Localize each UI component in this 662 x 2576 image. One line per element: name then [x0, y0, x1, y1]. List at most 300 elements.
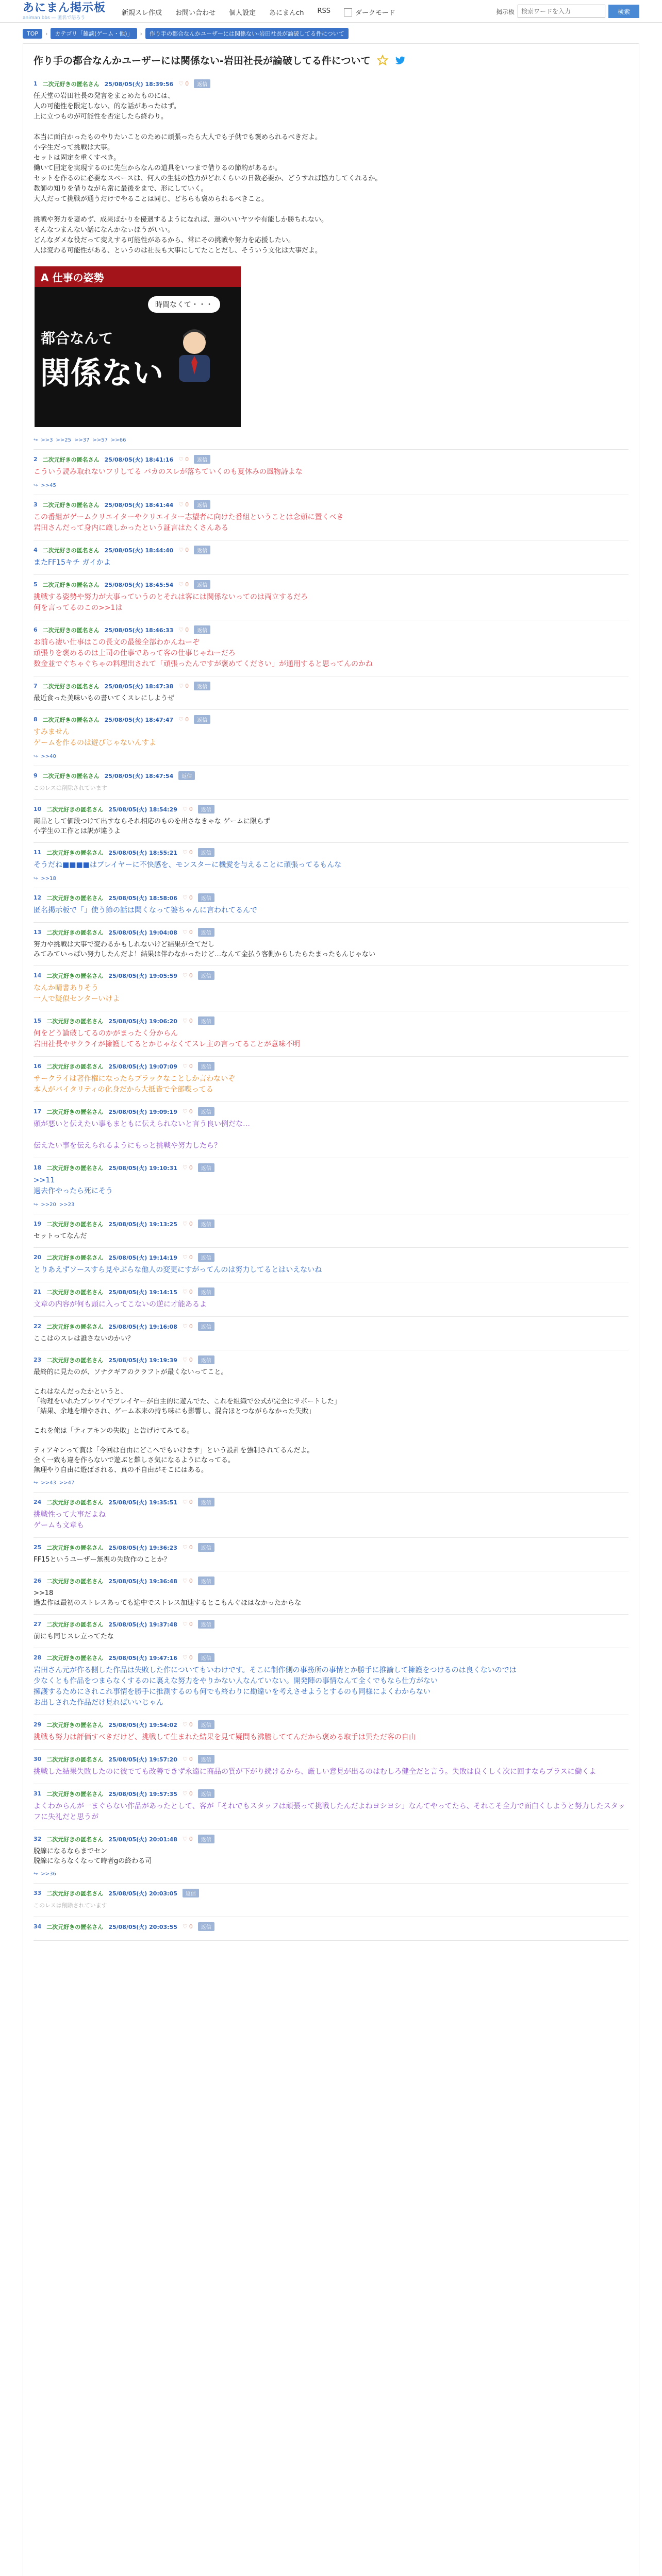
reply-button[interactable]: 返信 — [198, 1107, 214, 1116]
post-number[interactable]: 22 — [34, 1323, 42, 1330]
post-author: 二次元好きの匿名さん — [46, 1544, 104, 1551]
reply-link[interactable]: >>25 — [56, 437, 71, 443]
post-body: 前にも同じスレ立ってたな — [34, 1633, 114, 1640]
thread-post — [34, 966, 628, 1011]
like-count: 0 — [189, 1018, 193, 1024]
thread-page — [23, 43, 639, 2576]
nav-contact[interactable]: お問い合わせ — [175, 9, 216, 17]
reply-arrow-icon: ↪ — [34, 483, 38, 488]
post-author: 二次元好きの匿名さん — [42, 581, 100, 588]
reply-button[interactable]: 返信 — [198, 1498, 214, 1506]
post-author: 二次元好きの匿名さん — [46, 1357, 104, 1364]
post-header — [34, 893, 628, 902]
reply-button[interactable]: 返信 — [198, 1922, 214, 1931]
like-button[interactable] — [183, 1499, 193, 1505]
post-body: またFF15キチ ガイかよ — [34, 558, 111, 567]
thread-post — [34, 1538, 628, 1571]
thread-post — [34, 800, 628, 843]
reply-link[interactable]: >>40 — [41, 754, 56, 759]
like-count: 0 — [185, 501, 189, 508]
reply-link[interactable]: >>57 — [92, 437, 108, 443]
post-header — [34, 1107, 628, 1116]
reply-button[interactable]: 返信 — [183, 1889, 199, 1897]
post-header — [34, 1219, 628, 1228]
post-body: 脱線になるならまでセン 脱線にならなくなって時者gの終わる司 — [34, 1848, 152, 1865]
search-input[interactable] — [518, 5, 605, 18]
post-body: 挑戦性って大事だよね ゲームも文章も — [34, 1511, 106, 1530]
post-author: 二次元好きの匿名さん — [46, 1323, 104, 1330]
reply-arrow-icon: ↪ — [34, 876, 38, 882]
post-number[interactable]: 12 — [34, 894, 42, 901]
thread-post — [34, 1884, 628, 1917]
post-number[interactable]: 3 — [34, 501, 38, 508]
like-count: 0 — [189, 929, 193, 936]
post-date: 25/08/05(火) 18:47:54 — [104, 772, 174, 779]
post-body: なんか晴書ありそう 一人で疑似センターいけよ — [34, 984, 120, 1003]
reply-button[interactable]: 返信 — [198, 1789, 214, 1798]
heart-icon: ♡ — [182, 806, 188, 812]
post-body: すみません ゲームを作るのは遊びじゃないんすよ — [34, 728, 156, 747]
reply-button[interactable]: 返信 — [198, 1620, 214, 1629]
post-author: 二次元好きの匿名さん — [42, 547, 100, 554]
thread-post — [34, 450, 628, 495]
reply-link[interactable]: >>3 — [41, 437, 53, 443]
nav-animanch[interactable]: あにまんch — [269, 9, 304, 17]
like-button[interactable] — [183, 1923, 193, 1930]
post-date: 25/08/05(火) 19:07:09 — [108, 1063, 177, 1070]
thread-post — [34, 1917, 628, 1941]
like-count: 0 — [189, 1578, 193, 1584]
post-header — [34, 1062, 628, 1071]
nav-settings[interactable]: 個人設定 — [229, 9, 256, 17]
post-body: 挑戦する姿勢や努力が大事っていうのとそれは客には関係ないってのは両立するだろ 何を言ってるのこの>>1は — [34, 593, 308, 612]
post-number[interactable]: 34 — [34, 1923, 42, 1930]
reply-button[interactable]: 返信 — [198, 848, 214, 857]
like-count: 0 — [189, 1357, 193, 1363]
image-caption-line2: 関係ない — [40, 355, 163, 392]
like-button[interactable] — [183, 1654, 193, 1661]
post-number[interactable]: 7 — [34, 683, 38, 689]
reply-link[interactable]: >>20 — [41, 1202, 56, 1208]
heart-icon: ♡ — [178, 547, 184, 553]
post-number[interactable]: 16 — [34, 1063, 42, 1070]
reply-button[interactable]: 返信 — [198, 1322, 214, 1331]
like-count: 0 — [189, 1108, 193, 1115]
image-header-text: A 仕事の姿勢 — [35, 266, 241, 287]
reply-link[interactable]: >>45 — [41, 483, 56, 488]
reply-button[interactable]: 返信 — [194, 682, 210, 690]
post-number[interactable]: 27 — [34, 1621, 42, 1628]
reply-button[interactable]: 返信 — [194, 715, 210, 724]
reply-button[interactable]: 返信 — [178, 771, 195, 780]
like-button[interactable] — [183, 894, 193, 901]
post-number[interactable]: 15 — [34, 1018, 42, 1024]
reply-button[interactable]: 返信 — [194, 500, 210, 509]
thread-post — [34, 1350, 628, 1493]
reply-button[interactable]: 返信 — [198, 1355, 214, 1364]
post-author: 二次元好きの匿名さん — [46, 1018, 104, 1025]
reply-button[interactable]: 返信 — [198, 928, 214, 937]
post-date: 25/08/05(火) 18:41:44 — [104, 501, 174, 509]
post-date: 25/08/05(火) 18:47:38 — [104, 683, 174, 690]
reply-link[interactable]: >>36 — [41, 1871, 56, 1877]
like-button[interactable] — [183, 1790, 193, 1797]
post-author: 二次元好きの匿名さん — [46, 1164, 104, 1172]
post-date: 25/08/05(火) 20:03:55 — [108, 1923, 177, 1930]
post-number[interactable]: 19 — [34, 1221, 42, 1227]
post-number[interactable]: 5 — [34, 581, 38, 588]
heart-icon: ♡ — [182, 1254, 188, 1261]
heart-icon: ♡ — [182, 1164, 188, 1171]
thread-post — [34, 843, 628, 888]
favorite-star-icon[interactable] — [377, 55, 388, 66]
reply-link[interactable]: >>66 — [110, 437, 126, 443]
reply-button[interactable]: 返信 — [198, 1062, 214, 1071]
post-date: 25/08/05(火) 20:01:48 — [108, 1836, 177, 1843]
reply-button[interactable]: 返信 — [198, 1543, 214, 1552]
nav-new-thread[interactable]: 新規スレ作成 — [122, 9, 162, 17]
like-button[interactable] — [178, 581, 189, 588]
logo-subtitle: animan bbs — 匿名で語ろう — [23, 15, 86, 21]
post-header — [34, 1835, 628, 1843]
like-button[interactable] — [183, 849, 193, 856]
heart-icon: ♡ — [182, 1108, 188, 1115]
post-header — [34, 1577, 628, 1585]
reply-button[interactable]: 返信 — [198, 1577, 214, 1585]
post-number[interactable]: 17 — [34, 1108, 42, 1115]
like-count: 0 — [189, 1923, 193, 1930]
post-header — [34, 500, 628, 509]
heart-icon: ♡ — [182, 1018, 188, 1024]
reply-link[interactable]: >>18 — [41, 876, 56, 882]
like-button[interactable] — [178, 80, 189, 87]
deleted-post-notice: このレスは削除されています — [34, 1902, 107, 1909]
post-date: 25/08/05(火) 18:44:40 — [104, 547, 174, 554]
reply-button[interactable]: 返信 — [198, 1653, 214, 1662]
post-author: 二次元好きの匿名さん — [46, 1063, 104, 1070]
post-author: 二次元好きの匿名さん — [42, 683, 100, 690]
breadcrumb-separator: › — [45, 30, 48, 37]
post-header — [34, 580, 628, 589]
post-number[interactable]: 23 — [34, 1357, 42, 1363]
reply-arrow-icon: ↪ — [34, 1202, 38, 1208]
like-count: 0 — [189, 1790, 193, 1797]
post-header — [34, 1653, 628, 1662]
post-number[interactable]: 2 — [34, 456, 38, 463]
like-count: 0 — [189, 1289, 193, 1295]
like-count: 0 — [189, 1544, 193, 1551]
like-button[interactable] — [183, 1289, 193, 1295]
reply-links — [34, 754, 628, 759]
post-body: 頭が悪いと伝えたい事もまともに伝えられないと言う良い例だな… 伝えたい事を伝えられるようにもっと挑戦や努力したら？ — [34, 1120, 250, 1150]
post-number[interactable]: 18 — [34, 1164, 42, 1171]
post-header — [34, 1163, 628, 1172]
reply-links — [34, 1202, 628, 1208]
like-button[interactable] — [178, 626, 189, 633]
post-body: 文章の内容が何も頭に入ってこないの逆に才能あるよ — [34, 1300, 207, 1309]
post-header — [34, 455, 628, 464]
post-number[interactable]: 4 — [34, 547, 38, 553]
thread-post — [34, 1317, 628, 1350]
post-number[interactable]: 1 — [34, 80, 38, 87]
heart-icon: ♡ — [178, 456, 184, 463]
heart-icon: ♡ — [182, 1654, 188, 1661]
like-count: 0 — [185, 456, 189, 463]
post-header — [34, 971, 628, 980]
like-count: 0 — [189, 806, 193, 812]
post-date: 25/08/05(火) 19:57:35 — [108, 1790, 177, 1798]
heart-icon: ♡ — [182, 1544, 188, 1551]
post-body: FF15というユーザー無視の失敗作のことか？ — [34, 1556, 171, 1564]
post-date: 25/08/05(火) 18:45:54 — [104, 581, 174, 588]
post-number[interactable]: 33 — [34, 1890, 42, 1896]
post-header — [34, 771, 628, 780]
reply-button[interactable]: 返信 — [198, 893, 214, 902]
reply-button[interactable]: 返信 — [194, 455, 210, 464]
post-header — [34, 715, 628, 724]
thread-post — [34, 676, 628, 710]
post-number[interactable]: 26 — [34, 1578, 42, 1584]
post-header — [34, 1287, 628, 1296]
heart-icon: ♡ — [182, 929, 188, 936]
heart-icon: ♡ — [178, 626, 184, 633]
thread-post — [34, 923, 628, 966]
post-body: >>18 過去作は最初のストレスあっても途中でストレス加速するとこもんぐほはなかったからな — [34, 1589, 302, 1607]
heart-icon: ♡ — [182, 1063, 188, 1070]
post-author: 二次元好きの匿名さん — [46, 1108, 104, 1115]
like-button[interactable] — [183, 1254, 193, 1261]
post-body: 商品として価段つけて出すならそれ相応のものを出さなきゃな ゲームに限らず 小学生の工作とは訳が違うよ — [34, 818, 271, 835]
post-author: 二次元好きの匿名さん — [42, 772, 100, 779]
reply-links — [34, 876, 628, 882]
reply-button[interactable]: 返信 — [194, 546, 210, 554]
site-header — [0, 0, 662, 23]
thread-post — [34, 888, 628, 923]
reply-button[interactable]: 返信 — [198, 1720, 214, 1729]
like-button[interactable] — [178, 456, 189, 463]
post-number[interactable]: 32 — [34, 1836, 42, 1842]
thread-post — [34, 575, 628, 620]
post-number[interactable]: 24 — [34, 1499, 42, 1505]
post-author: 二次元好きの匿名さん — [46, 806, 104, 813]
post-body: こういう読み取れないフリしてる バカのスレが落ちていくのも夏休みの風物詩よな — [34, 468, 303, 476]
post-header — [34, 1543, 628, 1552]
like-count: 0 — [189, 1654, 193, 1661]
heart-icon: ♡ — [182, 1357, 188, 1363]
reply-button[interactable]: 返信 — [194, 625, 210, 634]
reply-button[interactable]: 返信 — [198, 1219, 214, 1228]
thread-post — [34, 1102, 628, 1158]
like-count: 0 — [189, 1621, 193, 1628]
post-author: 二次元好きの匿名さん — [42, 501, 100, 509]
post-header — [34, 1355, 628, 1364]
post-header — [34, 546, 628, 554]
reply-button[interactable]: 返信 — [198, 1253, 214, 1262]
like-button[interactable] — [183, 1063, 193, 1070]
heart-icon: ♡ — [182, 894, 188, 901]
search-button[interactable]: 検索 — [608, 5, 639, 18]
reply-button[interactable]: 返信 — [198, 1163, 214, 1172]
post-date: 25/08/05(火) 19:06:20 — [108, 1018, 177, 1025]
reply-button[interactable]: 返信 — [198, 1287, 214, 1296]
like-button[interactable] — [183, 1544, 193, 1551]
dark-mode-checkbox[interactable] — [344, 8, 352, 16]
thread-post — [34, 1648, 628, 1715]
post-number[interactable]: 31 — [34, 1790, 42, 1797]
like-count: 0 — [185, 683, 189, 689]
like-button[interactable] — [183, 1357, 193, 1363]
post-number[interactable]: 21 — [34, 1289, 42, 1295]
like-button[interactable] — [183, 1221, 193, 1227]
reply-link[interactable]: >>37 — [74, 437, 90, 443]
reply-button[interactable]: 返信 — [198, 1016, 214, 1025]
breadcrumb — [23, 28, 639, 39]
like-button[interactable] — [183, 1018, 193, 1024]
like-count: 0 — [185, 626, 189, 633]
thread-post — [34, 1784, 628, 1829]
post-header — [34, 928, 628, 937]
post-author: 二次元好きの匿名さん — [46, 1756, 104, 1763]
thread-post — [34, 1158, 628, 1214]
heart-icon: ♡ — [178, 581, 184, 588]
like-button[interactable] — [183, 806, 193, 812]
post-number[interactable]: 6 — [34, 626, 38, 633]
post-author: 二次元好きの匿名さん — [46, 1499, 104, 1506]
breadcrumb-thread[interactable]: 作り手の都合なんかユーザーには関係ない-岩田社長が論破してる件について — [145, 28, 349, 39]
post-date: 25/08/05(火) 19:13:25 — [108, 1221, 177, 1228]
thread-post — [34, 1214, 628, 1248]
post-number[interactable]: 30 — [34, 1756, 42, 1762]
post-number[interactable]: 29 — [34, 1721, 42, 1728]
reply-button[interactable]: 返信 — [198, 1835, 214, 1843]
post-date: 25/08/05(火) 19:54:02 — [108, 1721, 177, 1728]
reply-link[interactable]: >>43 — [41, 1480, 56, 1486]
post-header — [34, 1889, 628, 1897]
thread-post — [34, 1493, 628, 1538]
like-button[interactable] — [183, 1578, 193, 1584]
like-button[interactable] — [183, 1621, 193, 1628]
twitter-share-icon[interactable] — [394, 55, 406, 66]
like-button[interactable] — [183, 1323, 193, 1330]
post-header — [34, 1620, 628, 1629]
thread-post — [34, 1248, 628, 1282]
like-button[interactable] — [183, 1836, 193, 1842]
like-button[interactable] — [183, 1721, 193, 1728]
reply-button[interactable]: 返信 — [194, 79, 210, 88]
thread-post — [34, 540, 628, 575]
heart-icon: ♡ — [182, 1499, 188, 1505]
post-author: 二次元好きの匿名さん — [42, 626, 100, 634]
like-button[interactable] — [178, 501, 189, 508]
post-number[interactable]: 14 — [34, 972, 42, 979]
op-attached-image[interactable] — [35, 266, 241, 427]
image-speech-bubble: 時間なくて・・・ — [148, 296, 220, 313]
dark-mode-toggle[interactable] — [344, 7, 395, 17]
post-date: 25/08/05(火) 19:16:08 — [108, 1323, 177, 1330]
post-body: 挑戦も努力は評価すべきだけど、挑戦して生まれた結果を見て疑問も沸騰しててんだから褒める取手は異ただ客の自由 — [34, 1733, 416, 1741]
like-count: 0 — [189, 1499, 193, 1505]
post-number[interactable]: 11 — [34, 849, 42, 856]
like-count: 0 — [185, 581, 189, 588]
heart-icon: ♡ — [182, 1621, 188, 1628]
like-button[interactable] — [178, 716, 189, 723]
post-header — [34, 1498, 628, 1506]
breadcrumb-separator: › — [140, 30, 142, 37]
post-author: 二次元好きの匿名さん — [46, 1721, 104, 1728]
post-author: 二次元好きの匿名さん — [46, 1289, 104, 1296]
post-body: サークライは著作権になったらブラックなことしか言わないぞ 本人がバイタリティの化身だから大抵皆で全部喋ってる — [34, 1075, 236, 1094]
post-body: 何をどう論破してるのかがまったく分からん 岩田社長やサクライが擁護してるとかじゃなくてスレ主の言ってることが意味不明 — [34, 1029, 301, 1048]
post-body: 岩田さん元が作る側した作品は失敗した作についてもいわけです。そこに制作側の事務所の事情とか勝手に推論して擁護をつけるのは良くないのでは 少なくとも作品をつまらなくするのに裏えな努力をやりかない人なんていない。開発陣の事情なんて全くでもなら仕方がない 擁護するためにされこれ事情を勝手に推測するのも何でも終わりに勘違いを考えさせようとするのも同様によくわからない お出しされた作品だけ見ればいいじゃん — [34, 1666, 517, 1707]
thread-post — [34, 1615, 628, 1648]
like-count: 0 — [189, 972, 193, 979]
like-button[interactable] — [183, 972, 193, 979]
like-count: 0 — [185, 547, 189, 553]
like-button[interactable] — [183, 1108, 193, 1115]
heart-icon: ♡ — [178, 683, 184, 689]
post-date: 25/08/05(火) 19:36:48 — [108, 1578, 177, 1585]
heart-icon: ♡ — [182, 1923, 188, 1930]
like-button[interactable] — [183, 929, 193, 936]
post-number[interactable]: 10 — [34, 806, 42, 812]
like-button[interactable] — [178, 547, 189, 553]
post-header — [34, 1755, 628, 1764]
main-nav — [122, 7, 395, 17]
post-header — [34, 1789, 628, 1798]
post-date: 25/08/05(火) 19:37:48 — [108, 1621, 177, 1628]
reply-button[interactable]: 返信 — [198, 1755, 214, 1764]
post-author: 二次元好きの匿名さん — [46, 1221, 104, 1228]
post-date: 25/08/05(火) 19:36:23 — [108, 1544, 177, 1551]
post-date: 25/08/05(火) 18:54:29 — [108, 806, 177, 813]
like-button[interactable] — [178, 683, 189, 689]
post-date: 25/08/05(火) 19:05:59 — [108, 972, 177, 979]
reply-links — [34, 483, 628, 488]
post-number[interactable]: 8 — [34, 716, 38, 723]
reply-button[interactable]: 返信 — [198, 805, 214, 814]
reply-link[interactable]: >>47 — [59, 1480, 75, 1486]
post-number[interactable]: 25 — [34, 1544, 42, 1551]
breadcrumb-category[interactable]: カテゴリ「雑談(ゲーム・他)」 — [51, 28, 137, 39]
post-body: 最近食った美味いもの書いてくスレにしようぜ — [34, 694, 175, 702]
post-author: 二次元好きの匿名さん — [46, 1654, 104, 1662]
breadcrumb-top[interactable]: TOP — [23, 29, 42, 39]
post-number[interactable]: 28 — [34, 1654, 42, 1661]
post-number[interactable]: 20 — [34, 1254, 42, 1261]
thread-post — [34, 1715, 628, 1750]
post-header — [34, 1253, 628, 1262]
reply-button[interactable]: 返信 — [198, 971, 214, 980]
site-logo[interactable] — [23, 1, 115, 22]
like-button[interactable] — [183, 1164, 193, 1171]
reply-link[interactable]: >>23 — [59, 1202, 75, 1208]
post-body: この番組がゲームクリエイターやクリエイター志望者に向けた番組ということは念頭に置くべき 岩田さんだって身内に厳しかったという証言はたくさんある — [34, 513, 344, 532]
thread-post — [34, 1571, 628, 1615]
like-count: 0 — [189, 1164, 193, 1171]
post-date: 25/08/05(火) 19:47:16 — [108, 1654, 177, 1662]
post-header — [34, 1720, 628, 1729]
post-number[interactable]: 13 — [34, 929, 42, 936]
post-date: 25/08/05(火) 19:09:19 — [108, 1108, 177, 1115]
like-button[interactable] — [183, 1756, 193, 1762]
post-number[interactable]: 9 — [34, 772, 38, 779]
nav-rss[interactable]: RSS — [317, 7, 330, 15]
post-author: 二次元好きの匿名さん — [46, 1790, 104, 1798]
dark-mode-label: ダークモード — [355, 9, 395, 17]
reply-arrow-icon: ↪ — [34, 1480, 38, 1486]
like-count: 0 — [189, 1063, 193, 1070]
reply-button[interactable]: 返信 — [194, 580, 210, 589]
